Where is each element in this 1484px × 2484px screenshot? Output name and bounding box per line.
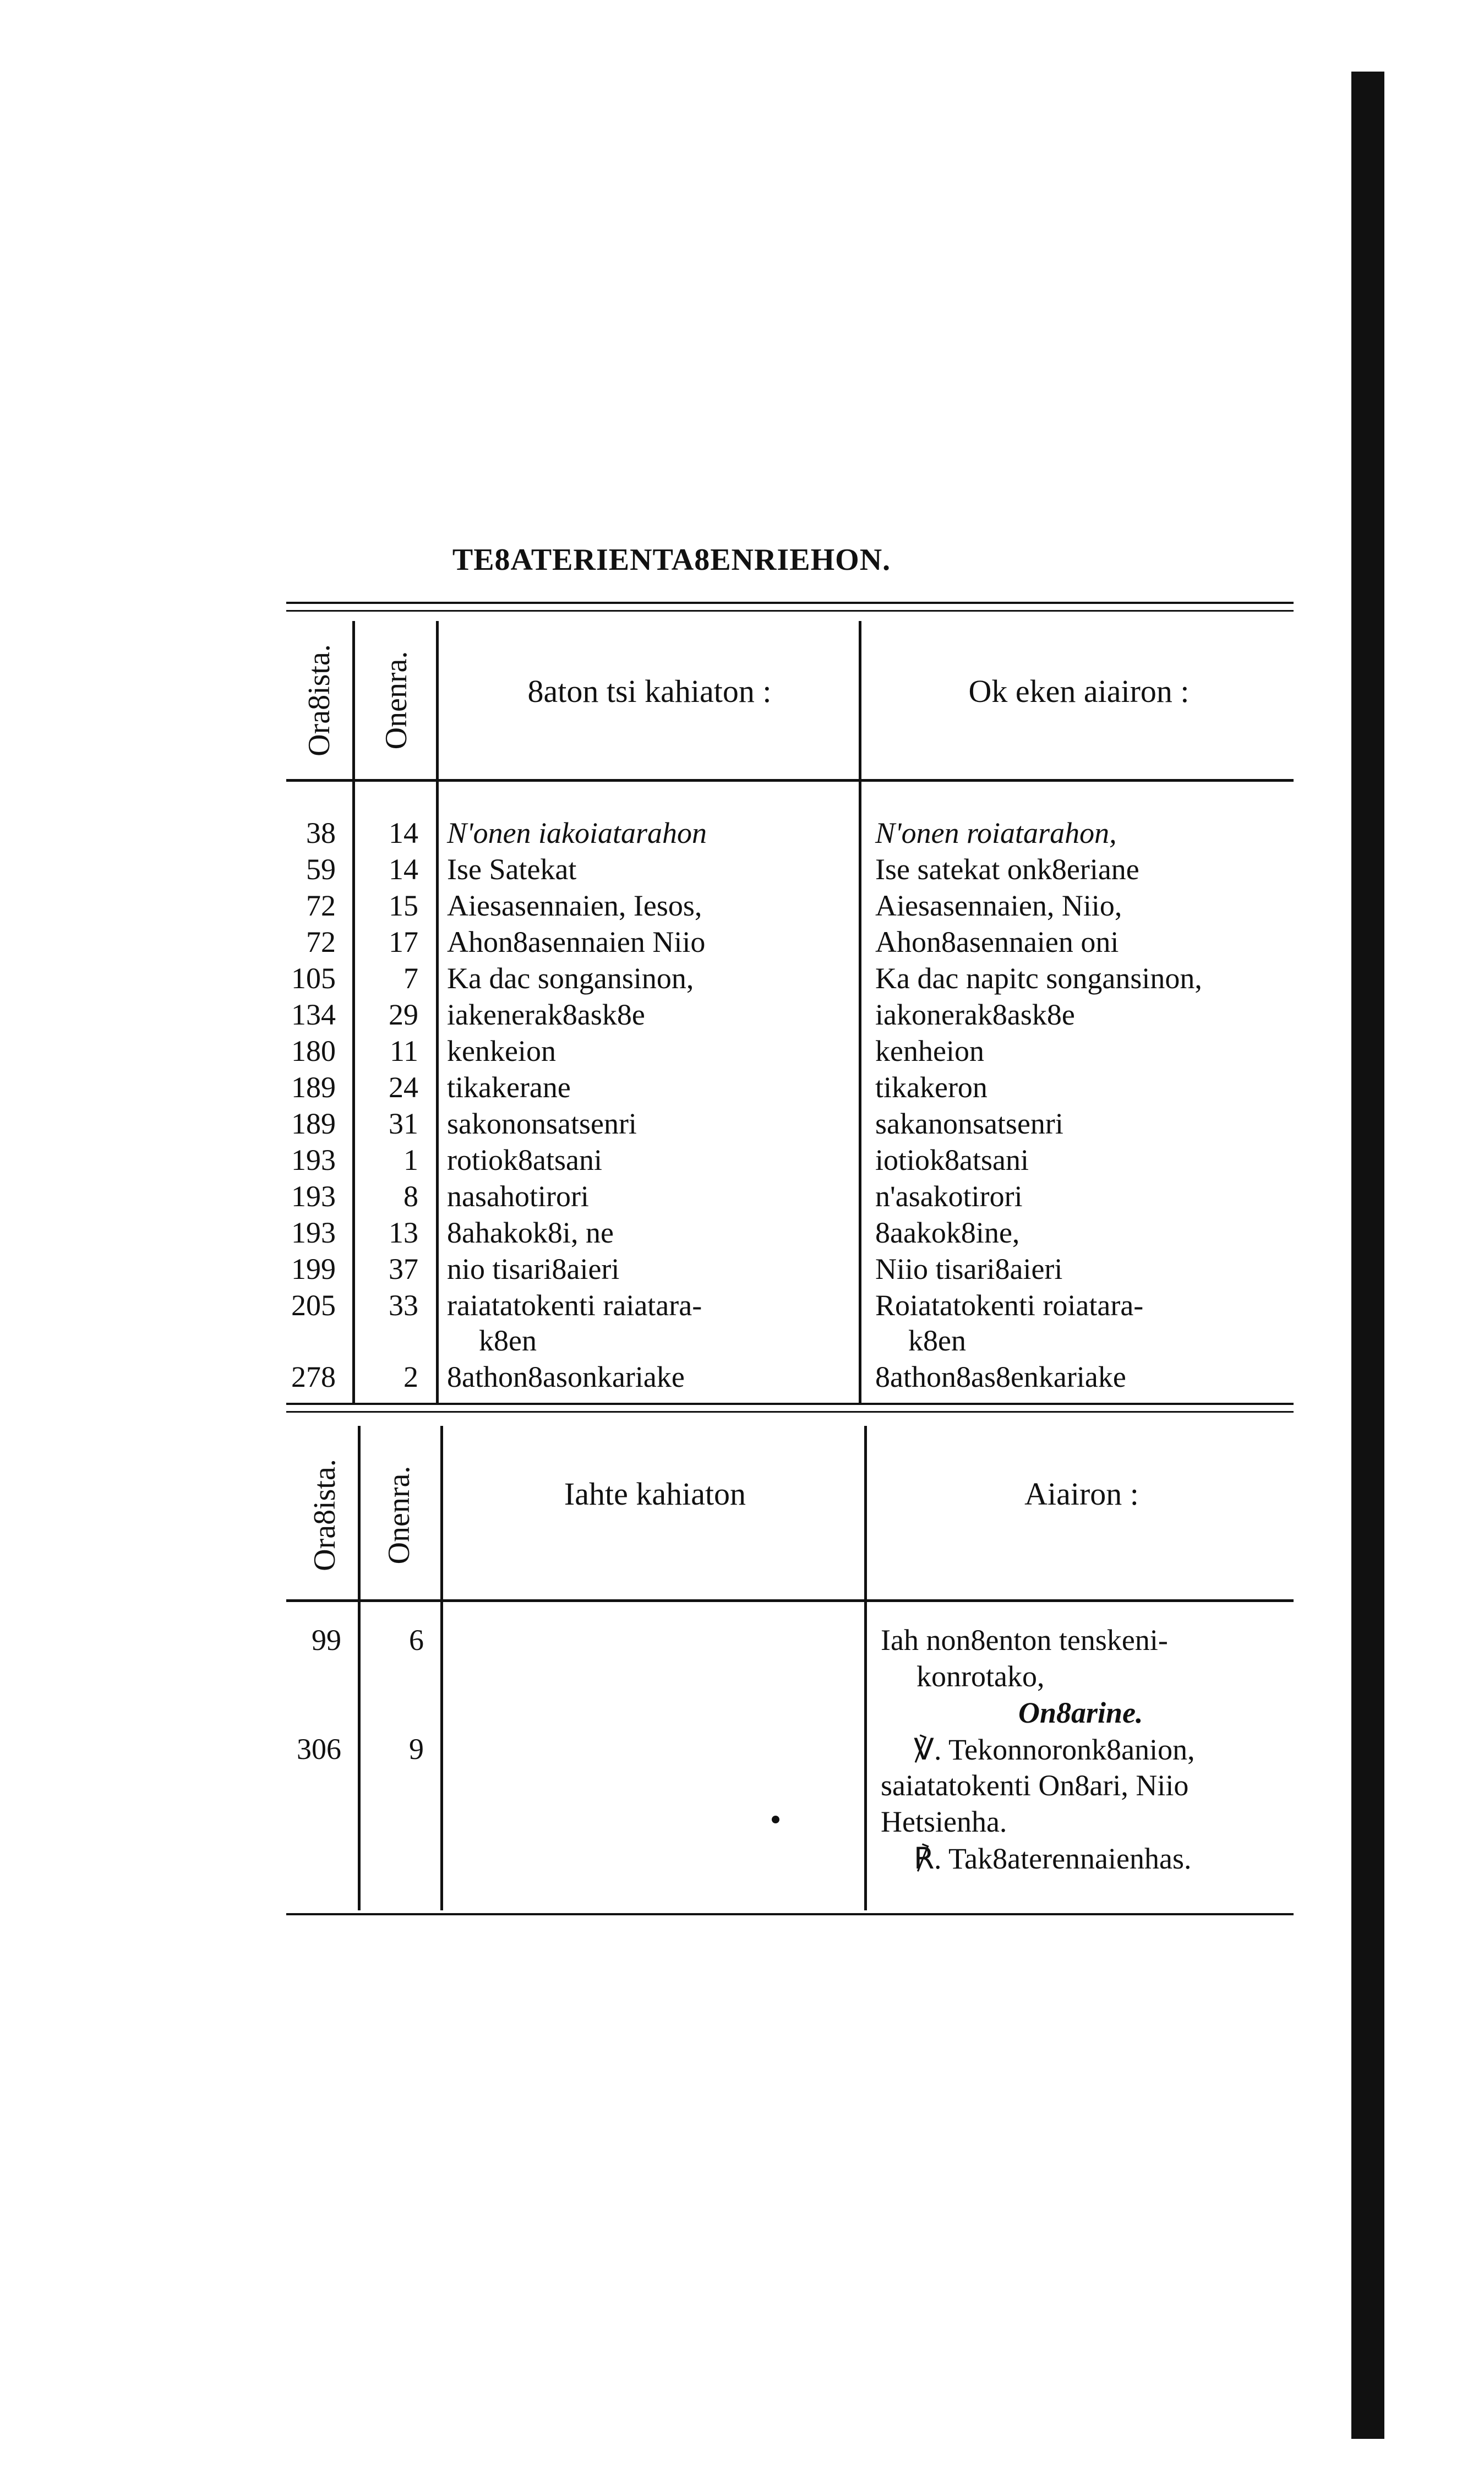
row-wrong: 8ahakok8i, ne xyxy=(447,1216,614,1249)
row-line: 13 xyxy=(389,1216,418,1249)
table-row xyxy=(0,998,1484,1034)
row-page: 105 xyxy=(291,962,336,995)
table-row xyxy=(0,961,1484,998)
row-line: 14 xyxy=(389,853,418,886)
row-line: 6 xyxy=(409,1624,424,1657)
table-row xyxy=(0,1107,1484,1143)
row-wrong: Ise Satekat xyxy=(447,853,577,886)
ink-dot xyxy=(772,1816,779,1823)
table-row xyxy=(0,1034,1484,1070)
row-page: 134 xyxy=(291,998,336,1031)
page-title: TE8ATERIENTA8ENRIEHON. xyxy=(452,543,891,577)
row-right: iotiok8atsani xyxy=(875,1143,1029,1176)
row-line: 33 xyxy=(389,1289,418,1322)
row-wrong: rotiok8atsani xyxy=(447,1143,602,1176)
row-page: 189 xyxy=(291,1107,336,1140)
table-row xyxy=(0,925,1484,961)
row-wrong: N'onen iakoiatarahon xyxy=(447,816,707,849)
row-page: 189 xyxy=(291,1071,336,1104)
table2-header-page: Ora8ista. xyxy=(308,1459,342,1571)
table2-header-line: Onenra. xyxy=(382,1466,416,1565)
row-page: 180 xyxy=(291,1034,336,1067)
row-right: Roiatatokenti roiatara- xyxy=(875,1289,1144,1322)
row-page: 193 xyxy=(291,1143,336,1176)
row-right-line-2: konrotako, xyxy=(916,1660,1045,1693)
table-row-continuation xyxy=(0,1323,1484,1360)
table1-top-rule-2 xyxy=(286,610,1294,612)
row-right: iakonerak8ask8e xyxy=(875,998,1075,1031)
row-line: 29 xyxy=(389,998,418,1031)
row-right-line-2: saiatatokenti On8ari, Niio xyxy=(881,1769,1189,1802)
row-line: 14 xyxy=(389,816,418,849)
row-right-line-1: ℣. Tekonnoronk8anion, xyxy=(914,1733,1195,1766)
row-page: 199 xyxy=(291,1252,336,1285)
table2-vline-2 xyxy=(440,1426,443,1910)
row-wrong: kenkeion xyxy=(447,1034,556,1067)
table2-vline-1 xyxy=(358,1426,361,1910)
row-wrong: k8en xyxy=(479,1324,537,1357)
row-wrong: 8athon8asonkariake xyxy=(447,1360,685,1393)
table2-header-right: Aiairon : xyxy=(1024,1476,1139,1512)
row-right: 8aakok8ine, xyxy=(875,1216,1020,1249)
row-page: 59 xyxy=(306,853,336,886)
table-row xyxy=(0,852,1484,889)
row-line: 31 xyxy=(389,1107,418,1140)
table-row xyxy=(0,1216,1484,1252)
row-wrong: Ahon8asennaien Niio xyxy=(447,925,706,958)
row-right: k8en xyxy=(908,1324,966,1357)
row-right: N'onen roiatarahon, xyxy=(875,816,1117,849)
row-wrong: raiatatokenti raiatara- xyxy=(447,1289,702,1322)
row-line: 24 xyxy=(389,1071,418,1104)
row-right: tikakeron xyxy=(875,1071,987,1104)
table2-bottom-rule xyxy=(286,1913,1294,1915)
table1-bottom-rule xyxy=(286,1403,1294,1405)
row-line: 9 xyxy=(409,1733,424,1766)
row-line: 1 xyxy=(403,1143,418,1176)
row-right: Niio tisari8aieri xyxy=(875,1252,1063,1285)
table1-header-right: Ok eken aiairon : xyxy=(968,673,1190,709)
table1-header-wrong: 8aton tsi kahiaton : xyxy=(527,673,772,709)
row-page: 38 xyxy=(306,816,336,849)
row-right: Ka dac napitc songansinon, xyxy=(875,962,1202,995)
row-right: kenheion xyxy=(875,1034,984,1067)
row-page: 72 xyxy=(306,925,336,958)
row-line: 17 xyxy=(389,925,418,958)
table-row xyxy=(0,889,1484,925)
table1-header-line: Onenra. xyxy=(379,651,413,750)
row-page: 99 xyxy=(312,1624,341,1657)
row-wrong: Ka dac songansinon, xyxy=(447,962,694,995)
row-right: 8athon8as8enkariake xyxy=(875,1360,1126,1393)
row-right: sakanonsatsenri xyxy=(875,1107,1063,1140)
table1-bottom-rule-2 xyxy=(286,1411,1294,1413)
row-wrong: iakenerak8ask8e xyxy=(447,998,645,1031)
row-page: 72 xyxy=(306,889,336,922)
table2-header-rule xyxy=(286,1599,1294,1602)
row-page: 193 xyxy=(291,1180,336,1213)
row-wrong: nio tisari8aieri xyxy=(447,1252,620,1285)
row-right: Aiesasennaien, Niio, xyxy=(875,889,1122,922)
row-right: Ahon8asennaien oni xyxy=(875,925,1119,958)
row-line: 8 xyxy=(403,1180,418,1213)
table-row xyxy=(0,1143,1484,1179)
table1-top-rule xyxy=(286,602,1294,604)
row-line: 2 xyxy=(403,1360,418,1393)
table-row xyxy=(0,1252,1484,1288)
table-row xyxy=(0,1360,1484,1396)
row-right-line-4: ℟. Tak8aterennaienhas. xyxy=(914,1842,1192,1875)
row-wrong: tikakerane xyxy=(447,1071,571,1104)
row-wrong: nasahotirori xyxy=(447,1180,589,1213)
row-wrong: Aiesasennaien, Iesos, xyxy=(447,889,702,922)
row-line: 15 xyxy=(389,889,418,922)
binding-edge xyxy=(1351,72,1384,2439)
row-page: 278 xyxy=(291,1360,336,1393)
table-row xyxy=(0,816,1484,852)
table-row xyxy=(0,1070,1484,1107)
row-line: 11 xyxy=(390,1034,418,1067)
row-line: 7 xyxy=(403,962,418,995)
table-row xyxy=(0,1179,1484,1216)
row-page: 205 xyxy=(291,1289,336,1322)
table1-header-page: Ora8ista. xyxy=(302,644,336,756)
row-right-line-3: Hetsienha. xyxy=(881,1805,1007,1838)
row-line: 37 xyxy=(389,1252,418,1285)
row-wrong: sakononsatsenri xyxy=(447,1107,637,1140)
table2-header-wrong: Iahte kahiaton xyxy=(564,1476,746,1512)
row-right: n'asakotirori xyxy=(875,1180,1023,1213)
row-right-line-1: Iah non8enton tenskeni- xyxy=(881,1624,1168,1657)
row-right: Ise satekat onk8eriane xyxy=(875,853,1139,886)
table-row xyxy=(0,1288,1484,1325)
row-right-line-3: On8arine. xyxy=(1018,1696,1143,1729)
row-page: 193 xyxy=(291,1216,336,1249)
row-page: 306 xyxy=(297,1733,341,1766)
table2-vline-3 xyxy=(864,1426,867,1910)
